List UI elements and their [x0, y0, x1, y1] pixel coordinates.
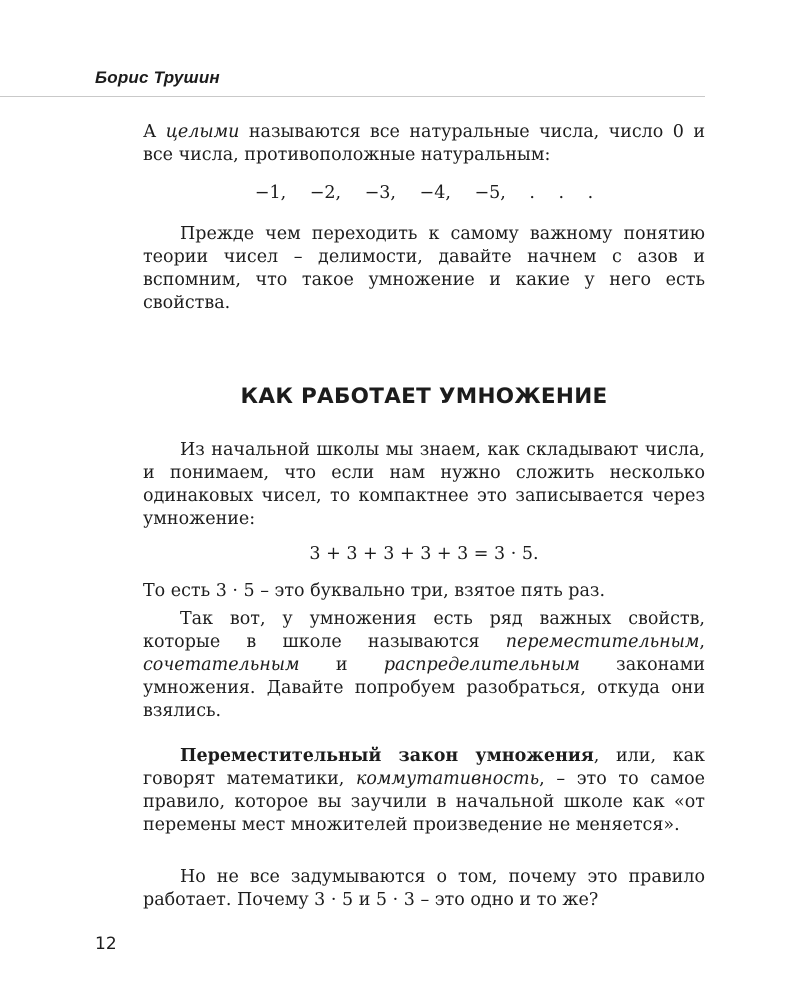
text-run: А: [143, 122, 166, 142]
sum-formula: 3 + 3 + 3 + 3 + 3 = 3 · 5.: [309, 544, 539, 564]
text-run: называются все натуральные числа, число 0 и все числа, противоположные натуральным:: [143, 122, 705, 165]
law-heading: Переместительный закон умножения: [180, 746, 594, 766]
term-integers: целыми: [165, 122, 240, 142]
running-head: Борис Трушин: [95, 68, 220, 87]
section-paragraph-2: [143, 580, 705, 603]
text-run: законами умножения. Давайте попробуем разобраться, откуда они взялись.: [143, 655, 705, 721]
intro-paragraph-2: [143, 223, 705, 315]
paragraph-text: Прежде чем переходить к самому важному понятию теории чисел – делимости, давайте начнем с азов и вспомним, что такое умножение и какие у него есть свойства.: [143, 224, 705, 313]
section-paragraph-3: [143, 608, 705, 723]
intro-paragraph-1: [143, 121, 705, 167]
text-run: Так вот, у умножения есть ряд важных свойств, которые в школе называются: [143, 609, 705, 652]
term-associative: сочетательным: [143, 655, 300, 675]
text-run: , – это то самое правило, которое вы заучили в начальной школе как «от перемены мест множителей произведение не меняется».: [143, 769, 706, 835]
term-commutative: переместительным: [505, 632, 700, 652]
text-run: , или, как говорят математики,: [143, 746, 705, 789]
section-paragraph-4: [143, 745, 705, 837]
paragraph-text: Из начальной школы мы знаем, как складывают числа, и понимаем, что если нам нужно сложить несколько одинаковых чисел, то компактнее это записывается через умножение:: [143, 440, 705, 529]
text-run: ,: [699, 632, 705, 652]
text-run: и: [299, 655, 384, 675]
section-paragraph-1: [143, 439, 705, 531]
integer-sequence: −1, −2, −3, −4, −5, . . .: [254, 183, 594, 203]
term-commutativity: коммутативность: [355, 769, 540, 789]
term-distributive: распределительным: [383, 655, 580, 675]
page-number: 12: [95, 934, 117, 954]
section-title: КАК РАБОТАЕТ УМНОЖЕНИЕ: [240, 384, 608, 409]
paragraph-text: Но не все задумываются о том, почему это правило работает. Почему 3 · 5 и 5 · 3 – это одно и то же?: [143, 867, 705, 910]
paragraph-text: То есть 3 · 5 – это буквально три, взятое пять раз.: [143, 581, 606, 601]
header-divider: [0, 96, 705, 97]
section-paragraph-5: [143, 866, 705, 912]
